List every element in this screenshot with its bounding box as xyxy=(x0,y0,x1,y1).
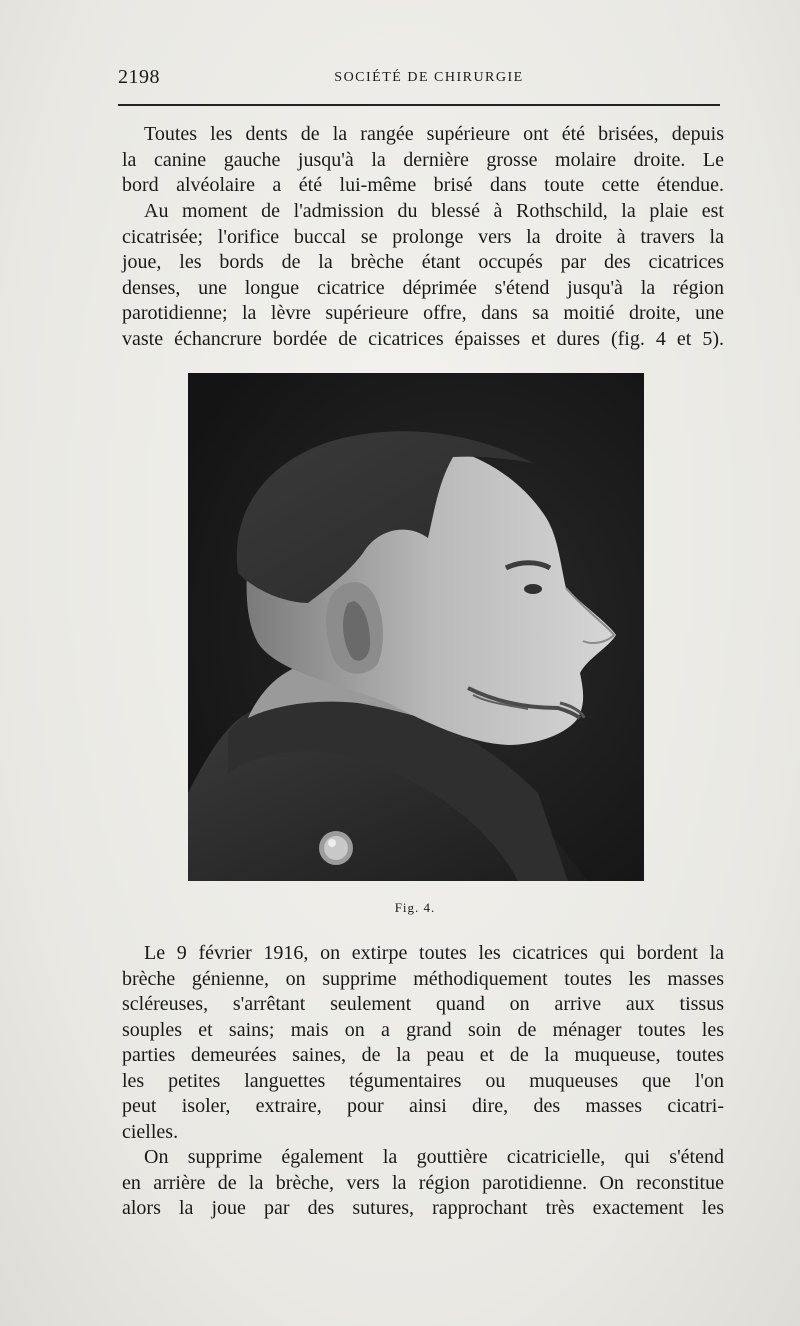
text-line: parotidienne; la lèvre supérieure offre, dans sa moitié droite, une xyxy=(122,302,724,324)
text-line: les petites languettes tégumentaires ou muqueuses que l'on xyxy=(122,1069,724,1092)
paragraph-3 xyxy=(122,941,724,1145)
text-line: alors la joue par des sutures, rapprochant très exactement les xyxy=(122,1197,724,1219)
page-header xyxy=(118,64,720,94)
figure-4-photograph xyxy=(188,373,644,881)
text-line: peut isoler, extraire, pour ainsi dire, des masses cicatri- xyxy=(122,1095,724,1117)
text-line: parties demeurées saines, de la peau et de la muqueuse, toutes xyxy=(122,1044,724,1066)
text-line: joue, les bords de la brèche étant occupés par des cicatrices xyxy=(122,251,724,273)
figure-caption: Fig. 4. xyxy=(394,900,436,915)
text-line: cielles. xyxy=(122,1120,179,1143)
text-line: cicatrisée; l'orifice buccal se prolonge vers la droite à travers la xyxy=(122,225,724,248)
text-line: Toutes les dents de la rangée supérieure ont été brisées, depuis xyxy=(144,123,724,145)
text-line: Au moment de l'admission du blessé à Rothschild, la plaie est xyxy=(144,200,724,222)
header-rule xyxy=(118,104,720,106)
text-line: On supprime également la gouttière cicatricielle, qui s'étend xyxy=(144,1146,724,1168)
text-line: scléreuses, s'arrêtant seulement quand on arrive aux tissus xyxy=(122,993,724,1015)
text-line: souples et sains; mais on a grand soin de ménager toutes les xyxy=(122,1018,724,1041)
paragraph-4 xyxy=(122,1145,724,1222)
text-line: brèche génienne, on supprime méthodiquement toutes les masses xyxy=(122,967,724,990)
paragraph-2 xyxy=(122,199,724,352)
portrait-illustration xyxy=(188,373,644,881)
text-line: bord alvéolaire a été lui-même brisé dans toute cette étendue. xyxy=(122,174,724,196)
text-line: en arrière de la brèche, vers la région parotidienne. On reconstitue xyxy=(122,1171,724,1194)
paragraph-1 xyxy=(122,122,724,199)
running-head: SOCIÉTÉ DE CHIRURGIE xyxy=(334,70,524,85)
text-line: la canine gauche jusqu'à la dernière grosse molaire droite. Le xyxy=(122,148,724,171)
page-number: 2198 xyxy=(118,66,160,88)
text-line: Le 9 février 1916, on extirpe toutes les cicatrices qui bordent la xyxy=(144,942,724,964)
text-line: denses, une longue cicatrice déprimée s'étend jusqu'à la région xyxy=(122,276,724,299)
text-line: vaste échancrure bordée de cicatrices épaisses et dures (fig. 4 et 5). xyxy=(122,327,724,350)
